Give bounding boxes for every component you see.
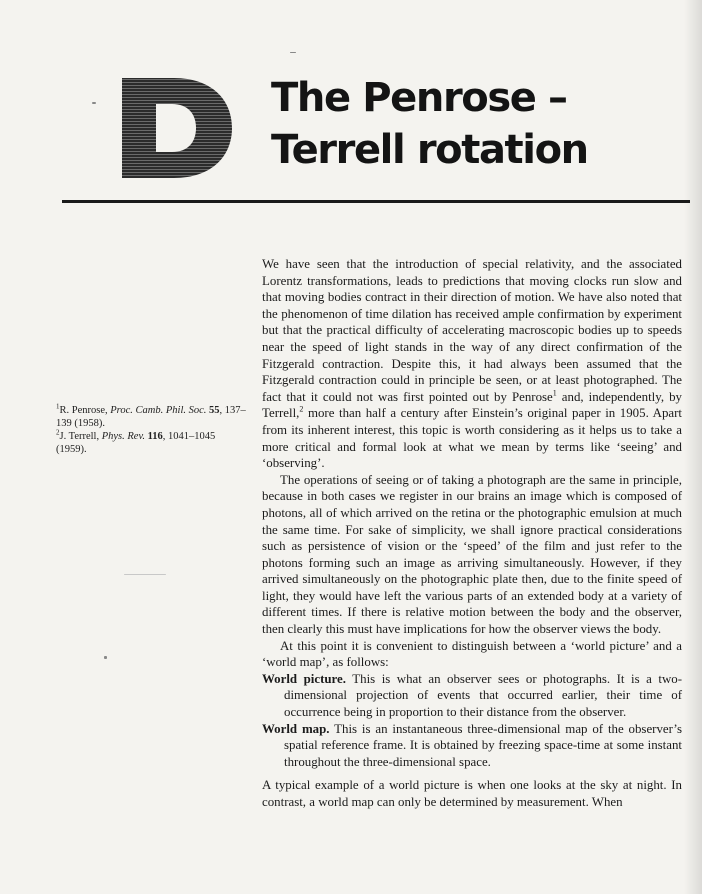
- chapter-title: [271, 72, 588, 176]
- chapter-title-line-2: Terrell rotation: [271, 127, 588, 173]
- footnote-number: 2: [56, 428, 60, 437]
- footnote-ref: 2: [299, 405, 304, 415]
- scan-speck: [92, 102, 96, 104]
- definition-term: World picture.: [262, 671, 346, 686]
- paragraph-text: more than half a century after Einstein’s original paper in 1905. Apart from its inherent interest, this topic is worth considering as it helps us to take a more critical and formal look at what we mean by terms like ‘seeing’ and ‘observing’.: [262, 406, 682, 471]
- definition-world-map: [262, 721, 682, 771]
- footnote-author: R. Penrose,: [59, 405, 111, 416]
- footnote-pages: , 137–139 (1958).: [56, 405, 246, 429]
- definition-world-picture: [262, 671, 682, 721]
- scan-speck: [104, 656, 107, 659]
- paragraph-example: A typical example of a world picture is when one looks at the sky at night. In contrast, a world map can only be determined by measurement. When: [262, 778, 682, 809]
- paragraph-intro: [262, 256, 682, 472]
- footnote-journal: Proc. Camb. Phil. Soc.: [110, 405, 207, 416]
- paragraph-text: and, independently, by Terrell,: [262, 389, 682, 421]
- paragraph-distinction: At this point it is convenient to distinguish between a ‘world picture’ and a ‘world map’, as follows:: [262, 638, 682, 670]
- footnote-journal: Phys. Rev.: [101, 431, 145, 442]
- page-edge-shadow: [684, 0, 702, 894]
- footnote-author: J. Terrell,: [59, 431, 102, 442]
- footnote-volume: 55: [209, 405, 220, 416]
- definition-text: This is what an observer sees or photographs. It is a two-dimensional projection of events that occurred earlier, their time of occurrence being in proportion to their distance from the observer.: [284, 671, 682, 720]
- definition-term: World map.: [262, 721, 330, 736]
- definition-text: This is an instantaneous three-dimensional map of the observer’s spatial reference frame. It is obtained by freezing space-time at some instant throughout the three-dimensional space.: [284, 721, 682, 769]
- footnote: [56, 404, 246, 430]
- paragraph-seeing: The operations of seeing or of taking a photograph are the same in principle, because in both cases we register in our brains an image which is composed of photons, all of which arrived on the retina or the photographic emulsion at much the same time. For sake of simplicity, we shall ignore practical considerations such as persistence of vision or the ‘speed’ of the film and just refer to the photons forming such an image as arriving simultaneously. However, if they arrived simultaneously on the photographic plate then, due to the finite speed of light, they would have left the various parts of an extended body at a variety of different times. If there is relative motion between the body and the observer, then clearly this must have implications for how the observer views the body.: [262, 472, 682, 637]
- scan-speck: [124, 574, 166, 575]
- chapter-title-line-1: The Penrose –: [271, 75, 567, 121]
- appendix-letter-badge: [120, 76, 234, 180]
- appendix-letter-text: D: [173, 128, 181, 139]
- footnote: [56, 430, 246, 456]
- footnote-volume: 116: [147, 431, 163, 442]
- paragraph-text: We have seen that the introduction of special relativity, and the associated Lorentz transformations, leads to predictions that moving clocks run slow and that moving bodies contract in their direction of motion. We have also noted that the phenomenon of time dilation has received ample confirmation by experiment but that the practical difficulty of accelerating macroscopic bodies up to speeds near the speed of light stands in the way of any direct confirmation of the Fitzgerald contraction. Despite this, it had always been assumed that the Fitzgerald contraction could in principle be seen, or at least photographed. The fact that it could not was first pointed out by Penrose: [262, 257, 682, 404]
- footnote-pages: , 1041–1045 (1959).: [56, 431, 216, 455]
- body-text: [262, 256, 682, 811]
- footnote-number: 1: [56, 402, 60, 411]
- scan-speck: [290, 52, 296, 53]
- appendix-letter-graphic: [120, 76, 234, 180]
- footnote-ref: 1: [552, 388, 557, 398]
- title-rule: [62, 200, 690, 203]
- margin-footnotes: [56, 404, 246, 456]
